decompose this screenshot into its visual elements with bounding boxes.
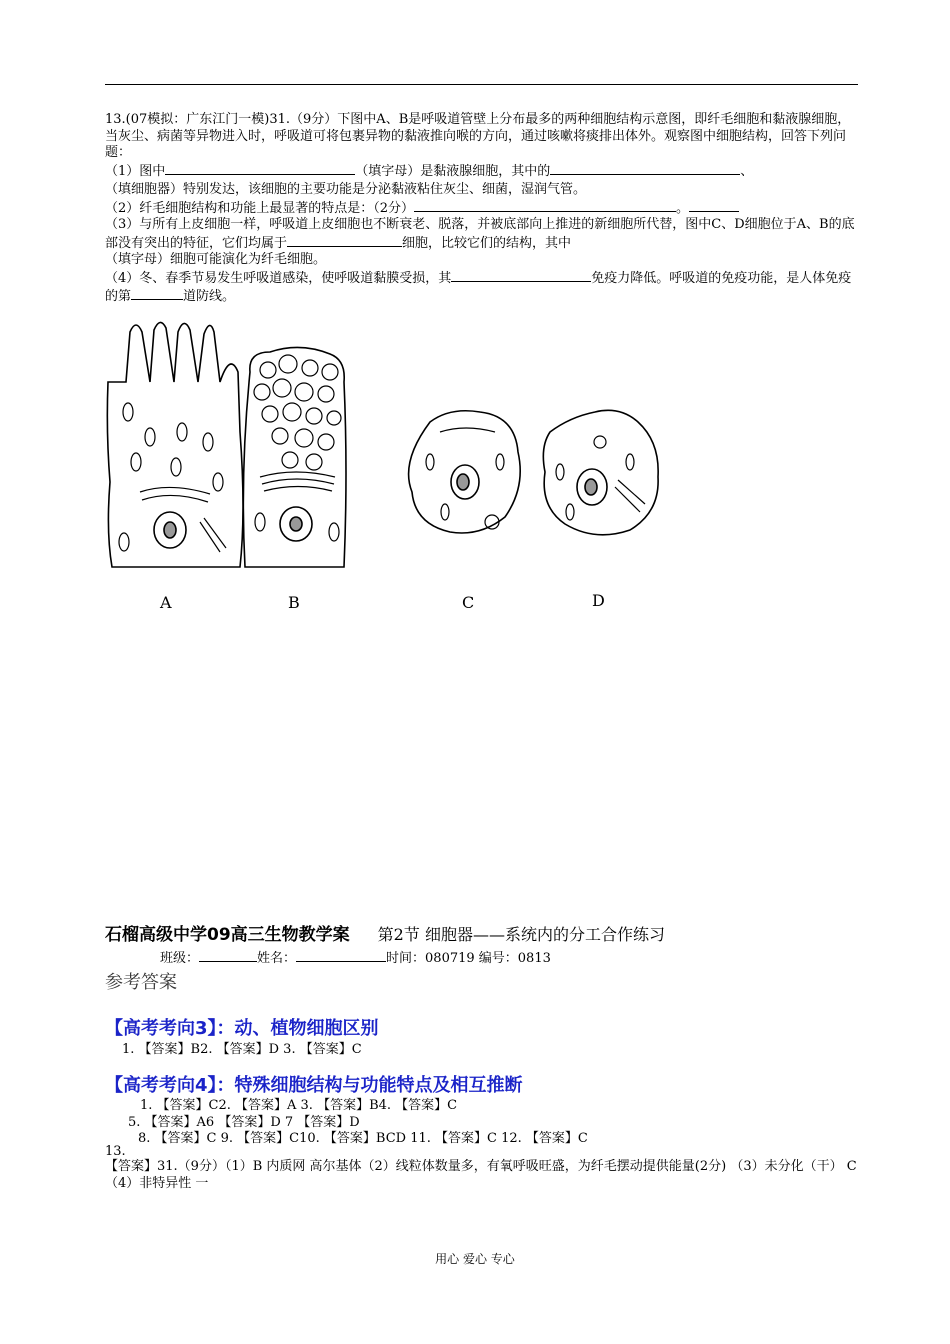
question-13: [105, 112, 860, 306]
question-part-2: （2）纤毛细胞结构和功能上最显著的特点是：（2分） 。: [105, 199, 860, 218]
lesson-header: [105, 920, 865, 945]
cell-diagram: [100, 312, 680, 612]
blank-6: [131, 287, 183, 300]
blank-2: [550, 162, 740, 175]
class-blank: [199, 949, 257, 962]
question-part-1-cont: （填细胞器）特别发达，该细胞的主要功能是分泌黏液粘住灰尘、细菌，湿润气管。: [105, 182, 587, 197]
label-b: B: [288, 593, 300, 612]
topic-3-answers: 1. 【答案】B2. 【答案】D 3. 【答案】C: [122, 1042, 362, 1057]
blank-4: [287, 234, 402, 247]
label-c: C: [462, 593, 475, 612]
label-a: A: [160, 593, 172, 612]
topic-4-line-2: 5. 【答案】A6 【答案】D 7 【答案】D: [128, 1115, 360, 1130]
topic-4-line-3: 8. 【答案】C 9. 【答案】C10. 【答案】BCD 11. 【答案】C 12. 【答案】C: [138, 1131, 588, 1146]
blank-1: [165, 162, 355, 175]
question-intro: 13.(07模拟：广东江门一模)31.（9分）下图中A、B是呼吸道管壁上分布最多的两种细胞结构示意图，即纤毛细胞和黏液腺细胞，当灰尘、病菌等异物进入时，呼吸道可将包裹异物的黏液推向喉的方向，通过咳嗽将痰排出体外。观察图中细胞结构，回答下列问题：: [105, 112, 851, 160]
page-footer: 用心 爱心 专心: [435, 1252, 515, 1266]
cell-a: [107, 322, 243, 567]
question-part-1: （1）图中 （填字母）是黏液腺细胞，其中的 、: [105, 163, 754, 179]
topic-3-heading: 【高考考向3】：动、植物细胞区别: [105, 1018, 379, 1039]
question-part-4: （4）冬、春季节易发生呼吸道感染，使呼吸道黏膜受损，其 免疫力降低。呼吸道的免疫功能，是人体免疫的第 道防线。: [105, 270, 852, 304]
answer-13: 【答案】31.（9分）（1）B 内质网 高尔基体（2）线粒体数量多，有氧呼吸旺盛，为纤毛摆动提供能量(2分) （3）未分化（干） C （4）非特异性 一: [105, 1159, 857, 1191]
cell-d: [543, 410, 658, 534]
question-part-3-cont: （填字母）细胞可能演化为纤毛细胞。: [105, 252, 327, 267]
name-blank: [296, 949, 386, 962]
top-rule: [105, 84, 858, 85]
cell-c: [409, 411, 521, 533]
cell-b: [243, 347, 346, 567]
school-title: 石榴高级中学09高三生物教学案: [105, 925, 350, 945]
lesson-meta: 班级： 姓名： 时间：080719 编号：0813: [160, 951, 551, 966]
reference-answers-title: 参考答案: [105, 972, 177, 993]
blank-5: [451, 269, 591, 282]
section-title: 第2节 细胞器——系统内的分工合作练习: [377, 925, 665, 944]
blank-3b: [689, 199, 739, 212]
topic-4-line-4: 13.: [105, 1144, 126, 1159]
question-part-3: （3）与所有上皮细胞一样，呼吸道上皮细胞也不断衰老、脱落，并被底部向上推进的新细胞所代替，图中C、D细胞位于A、B的底部没有突出的特征，它们均属于 细胞，比较它们的结构，其中: [105, 217, 855, 251]
label-d: D: [592, 591, 605, 610]
topic-4-heading: 【高考考向4】：特殊细胞结构与功能特点及相互推断: [105, 1075, 523, 1096]
cell-figure: [100, 312, 680, 612]
topic-4-line-1: 1. 【答案】C2. 【答案】A 3. 【答案】B4. 【答案】C: [140, 1098, 458, 1113]
blank-3: [414, 199, 676, 212]
